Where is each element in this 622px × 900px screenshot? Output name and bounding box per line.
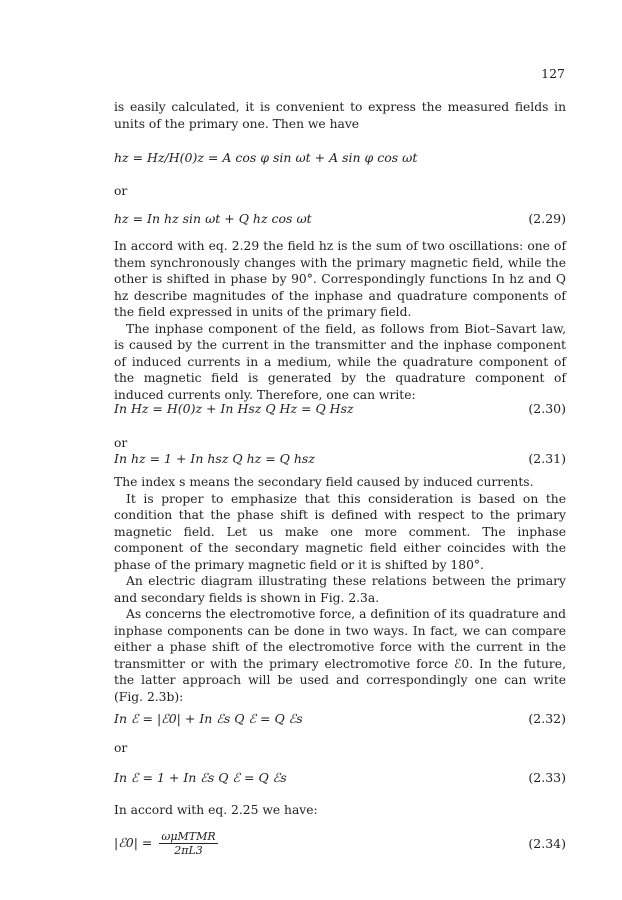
equation-2-34 [114,830,566,857]
or-connector-2: or [114,436,128,450]
paragraph-diagram: An electric diagram illustrating these relations between the primary and secondary fields is shown in Fig. 2.3a. [114,574,566,605]
equation-2-30-text: In Hz = H(0)z + In Hsz Q Hz = Q Hsz [114,401,354,416]
equation-2-31-text: In hz = 1 + In hsz Q hz = Q hsz [114,451,315,466]
equation-2-29 [114,211,566,226]
paragraph-biot-savart: The inphase component of the field, as follows from Biot–Savart law, is caused by the current in the transmitter and the inphase component of induced currents in a medium, while the quadrature component of the magnetic field is generated by the quadrature component of induced currents only. Therefore, one can write: [114,321,566,402]
equation-2-31 [114,451,566,466]
equation-2-30-number: (2.30) [528,401,566,416]
equation-2-32 [114,711,566,726]
or-connector-1: or [114,184,128,198]
equation-2-34-denominator: 2πL3 [174,844,203,857]
equation-hz [114,150,566,165]
equation-2-30 [114,401,566,416]
equation-2-31-number: (2.31) [528,451,566,466]
equation-2-32-text: In ℰ = |ℰ0| + In ℰs Q ℰ = Q ℰs [114,711,303,726]
equation-2-29-number: (2.29) [528,211,566,226]
intro-paragraph [114,99,566,132]
equation-2-34-number: (2.34) [528,836,566,851]
paragraph-accord: In accord with eq. 2.25 we have: [114,803,318,817]
page-number: 127 [541,66,565,81]
equation-2-34-numerator: ωμMTMR [161,830,216,843]
equation-2-33-number: (2.33) [528,770,566,785]
equation-2-33 [114,770,566,785]
equation-2-33-text: In ℰ = 1 + In ℰs Q ℰ = Q ℰs [114,770,287,785]
equation-2-34-lhs: |ℰ0| = [114,835,153,850]
body-paragraphs-1 [114,238,566,403]
equation-hz-text: hz = Hz/H(0)z = A cos φ sin ωt + A sin φ cos ωt [114,150,418,165]
paragraph-emf: As concerns the electromotive force, a definition of its quadrature and inphase components can be done in two ways. In fact, we can compare either a phase shift of the electromotive force with the current in the transmitter or with the primary electromotive force ℰ0. In the future, the latter approach will be used and correspondingly one can write (Fig. 2.3b): [114,607,566,704]
paragraph-emphasize: It is proper to emphasize that this consideration is based on the condition that the phase shift is defined with respect to the primary magnetic field. Let us make one more comment. The inphase component of the secondary magnetic field either coincides with the phase of the primary magnetic field or it is shifted by 180°. [114,491,566,572]
paragraph-phase: In accord with eq. 2.29 the field hz is the sum of two oscillations: one of them synchronously changes with the primary magnetic field, while the other is shifted in phase by 90°. Correspondingly functions In hz and Q hz describe magnitudes of the inphase and quadrature components of the field expressed in units of the primary field. [114,239,566,319]
equation-2-29-text: hz = In hz sin ωt + Q hz cos ωt [114,211,312,226]
equation-2-32-number: (2.32) [528,711,566,726]
or-connector-3: or [114,741,128,755]
equation-2-34-fraction [159,830,217,857]
paragraph-index: The index s means the secondary field caused by induced currents. [114,475,534,489]
equation-2-34-expression [114,830,218,857]
body-paragraphs-2 [114,474,566,705]
intro-text: is easily calculated, it is convenient to express the measured fields in units of the primary one. Then we have [114,100,566,131]
